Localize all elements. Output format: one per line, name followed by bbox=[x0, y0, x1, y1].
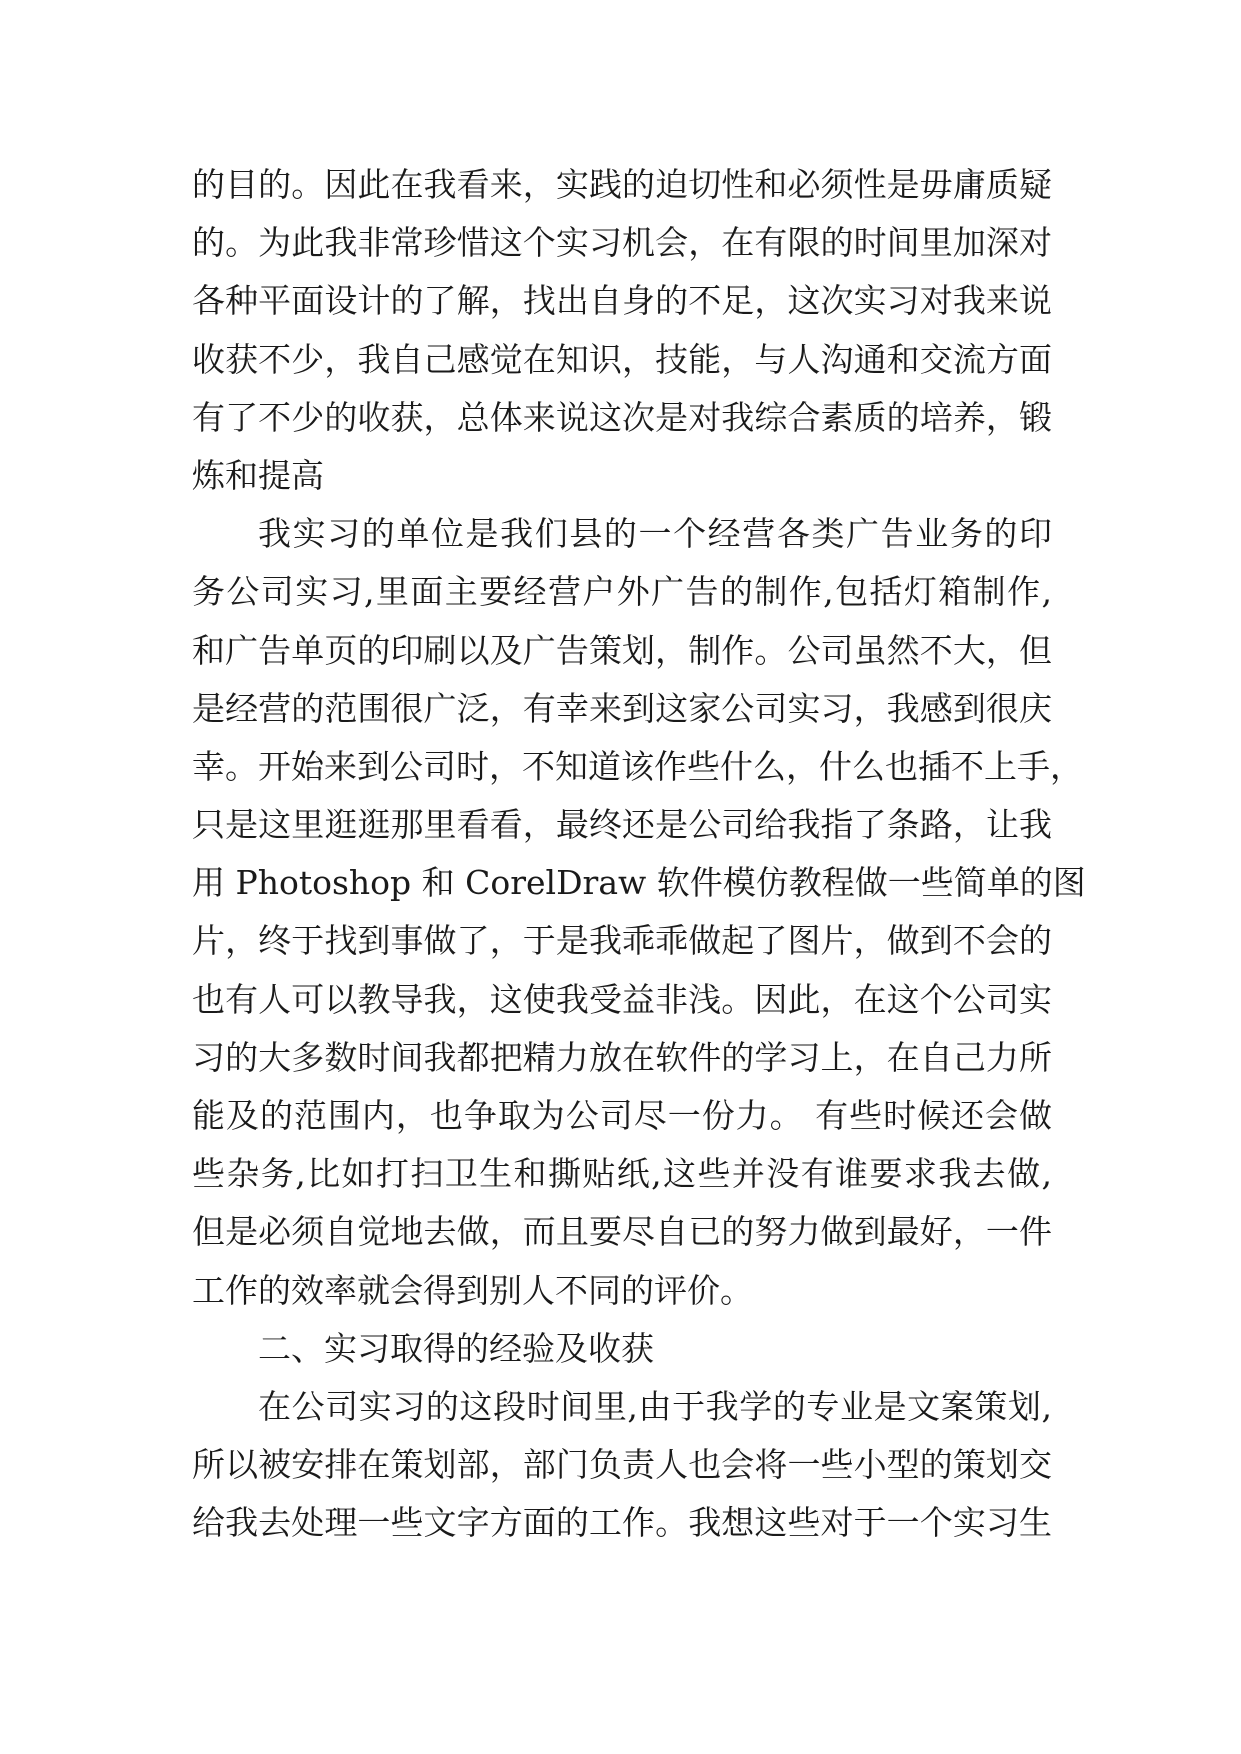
text-line: 幸。开始来到公司时，不知道该作些什么，什么也插不上手， bbox=[192, 746, 1083, 786]
text-line: 炼和提高 bbox=[192, 455, 324, 495]
text-line: 给我去处理一些文字方面的工作。我想这些对于一个实习生 bbox=[192, 1503, 1052, 1543]
text-line: 只是这里逛逛那里看看，最终还是公司给我指了条路，让我 bbox=[192, 805, 1052, 845]
text-line: 的目的。因此在我看来，实践的迫切性和必须性是毋庸质疑 bbox=[192, 165, 1052, 204]
text-line: 务公司实习,里面主要经营户外广告的制作,包括灯箱制作, bbox=[192, 572, 1052, 612]
text-line: 也有人可以教导我，这使我受益非浅。因此，在这个公司实 bbox=[192, 979, 1052, 1019]
text-line: 工作的效率就会得到别人不同的评价。 bbox=[192, 1270, 753, 1310]
text-line: 些杂务,比如打扫卫生和撕贴纸,这些并没有谁要求我去做, bbox=[192, 1154, 1052, 1194]
text-line: 各种平面设计的了解，找出自身的不足，这次实习对我来说 bbox=[192, 281, 1052, 321]
text-line: 所以被安排在策划部，部门负责人也会将一些小型的策划交 bbox=[192, 1445, 1052, 1485]
text-line: 能及的范围内，也争取为公司尽一份力。 有些时候还会做 bbox=[192, 1096, 1052, 1135]
text-line: 习的大多数时间我都把精力放在软件的学习上，在自己力所 bbox=[192, 1037, 1052, 1077]
text-line: 片，终于找到事做了，于是我乖乖做起了图片，做到不会的 bbox=[192, 921, 1052, 961]
text-line: 的。为此我非常珍惜这个实习机会，在有限的时间里加深对 bbox=[192, 223, 1052, 263]
body-text bbox=[192, 156, 1086, 1553]
text-line: 有了不少的收获，总体来说这次是对我综合素质的培养，锻 bbox=[192, 397, 1052, 437]
text-line: 我实习的单位是我们县的一个经营各类广告业务的印 bbox=[258, 514, 1052, 554]
text-line: 是经营的范围很广泛，有幸来到这家公司实习，我感到很庆 bbox=[192, 688, 1052, 728]
text-line: 在公司实习的这段时间里,由于我学的专业是文案策划, bbox=[258, 1386, 1052, 1426]
text-line: 和广告单页的印刷以及广告策划，制作。公司虽然不大，但 bbox=[192, 630, 1052, 670]
text-line: 收获不少，我自己感觉在知识，技能，与人沟通和交流方面 bbox=[192, 339, 1052, 379]
text-line: 用 Photoshop 和 CorelDraw 软件模仿教程做一些简单的图 bbox=[192, 863, 1086, 903]
text-line: 但是必须自觉地去做，而且要尽自已的努力做到最好，一件 bbox=[192, 1212, 1052, 1252]
text-line: 二、实习取得的经验及收获 bbox=[258, 1328, 654, 1368]
